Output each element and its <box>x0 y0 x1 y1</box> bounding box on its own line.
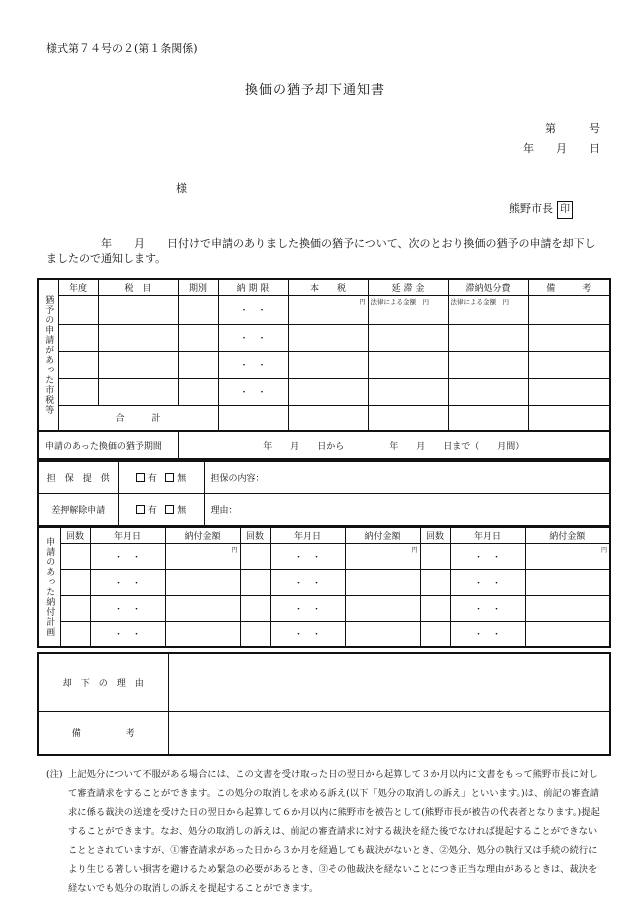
notes <box>46 765 606 898</box>
table-row <box>38 621 610 647</box>
period-label: 申請のあった換価の猶予期間 <box>38 431 178 459</box>
header-principal: 本 税 <box>288 279 368 295</box>
intro-text: 年 月 日付けで申請のありました換価の猶予について、次のとおり換価の猶予の申請を却下しましたので通知します。 <box>46 237 596 265</box>
date-cell: ・ ・ <box>270 621 345 647</box>
header-count: 回数 <box>60 527 90 543</box>
payment-plan-table <box>37 526 611 648</box>
table-row <box>38 569 610 595</box>
security-seizure-table <box>37 460 611 527</box>
reason-remarks-table <box>37 652 611 756</box>
date-cell: ・ ・ <box>90 543 165 569</box>
document-number: 第 号 <box>545 122 600 135</box>
header-count: 回数 <box>420 527 450 543</box>
header-disposition-fee: 滞納処分費 <box>448 279 528 295</box>
table-row <box>38 543 610 569</box>
amount-cell: 円 <box>345 543 420 569</box>
tax-table <box>37 278 611 432</box>
amount-cell: 円 <box>525 543 610 569</box>
header-amount: 納付金額 <box>525 527 610 543</box>
tax-side-label: 猶予の申請があった市税等 <box>38 279 58 431</box>
table-row <box>38 378 610 405</box>
due-date-cell: ・ ・ <box>218 324 288 351</box>
mayor-title: 熊野市長 <box>509 202 553 215</box>
application-details-table <box>37 430 611 460</box>
notes-text: 上記処分について不服がある場合には、この文書を受け取った日の翌日から起算して３か月以内に文書をもって熊野市長に対して審査請求をすることができます。この処分の取消しを求める訴え(以下「処分の取消しの訴え」といいます。)は、前記の審査請求に係る裁決の送達を受けた日の翌日から起算して６か月以内に熊野市を被告として(熊野市長が被告の代表者となります。)提起することができます。なお、処分の取消しの訴えは、前記の審査請求に対する裁決を経た後でなければ提起することができないこととされていますが、①審査請求があった日から３か月を経過しても裁決がないとき、②処分、処分の執行又は手続の続行により生じる著しい損害を避けるため緊急の必要があるとき、③その他裁決を経ないことにつき正当な理由があるときは、裁決を経ないでも処分の取消しの訴えを提起することができます。 <box>68 769 600 894</box>
date-cell: ・ ・ <box>450 621 525 647</box>
table-row <box>38 324 610 351</box>
table-row <box>38 595 610 621</box>
form-number: 様式第７４号の２(第１条関係) <box>46 42 198 55</box>
due-date-cell: ・ ・ <box>218 351 288 378</box>
date-cell: ・ ・ <box>450 595 525 621</box>
rejection-reason-label: 却 下 の 理 由 <box>38 653 168 711</box>
header-tax-item: 税 目 <box>98 279 178 295</box>
due-date-cell: ・ ・ <box>218 295 288 324</box>
document-title: 換価の猶予却下通知書 <box>244 83 385 98</box>
header-date: 年月日 <box>270 527 345 543</box>
amount-cell: 円 <box>165 543 240 569</box>
header-remarks: 備 考 <box>528 279 610 295</box>
header-date: 年月日 <box>450 527 525 543</box>
seizure-yes-checkbox[interactable] <box>136 505 145 514</box>
date-cell: ・ ・ <box>90 621 165 647</box>
table-row <box>38 295 610 324</box>
payment-side-label: 申請のあった納付計画 <box>38 527 60 647</box>
remarks-value <box>168 711 610 755</box>
disposition-fee-cell: 法律による金額 円 <box>448 295 528 324</box>
security-options: 有 無 <box>118 461 204 493</box>
date-cell: ・ ・ <box>90 569 165 595</box>
rejection-reason-value <box>168 653 610 711</box>
header-date: 年月日 <box>90 527 165 543</box>
seal-mark: 印 <box>557 201 573 219</box>
header-period: 期別 <box>178 279 218 295</box>
date-cell: ・ ・ <box>270 543 345 569</box>
late-fee-cell: 法律による金額 円 <box>368 295 448 324</box>
total-label: 合 計 <box>58 405 218 431</box>
seizure-detail: 理由： <box>204 493 610 526</box>
header-count: 回数 <box>240 527 270 543</box>
period-value: 年 月 日から 年 月 日まで（ 月間） <box>178 431 610 459</box>
issuer <box>509 200 573 219</box>
security-detail: 担保の内容： <box>204 461 610 493</box>
addressee: 様 <box>176 182 187 195</box>
seizure-options: 有 無 <box>118 493 204 526</box>
notes-head: (注) <box>46 769 63 780</box>
principal-cell: 円 <box>288 295 368 324</box>
security-label: 担 保 提 供 <box>38 461 118 493</box>
header-year: 年度 <box>58 279 98 295</box>
header-late-fee: 延 滞 金 <box>368 279 448 295</box>
due-date-cell: ・ ・ <box>218 378 288 405</box>
header-amount: 納付金額 <box>345 527 420 543</box>
date-cell: ・ ・ <box>450 543 525 569</box>
date-cell: ・ ・ <box>270 595 345 621</box>
security-yes-checkbox[interactable] <box>136 473 145 482</box>
document-date: 年 月 日 <box>523 142 600 155</box>
total-row <box>38 405 610 431</box>
header-due-date: 納 期 限 <box>218 279 288 295</box>
date-cell: ・ ・ <box>90 595 165 621</box>
date-cell: ・ ・ <box>270 569 345 595</box>
date-cell: ・ ・ <box>450 569 525 595</box>
seizure-label: 差押解除申請 <box>38 493 118 526</box>
seizure-no-checkbox[interactable] <box>165 505 174 514</box>
remarks-label: 備 考 <box>38 711 168 755</box>
header-amount: 納付金額 <box>165 527 240 543</box>
security-no-checkbox[interactable] <box>165 473 174 482</box>
table-row <box>38 351 610 378</box>
